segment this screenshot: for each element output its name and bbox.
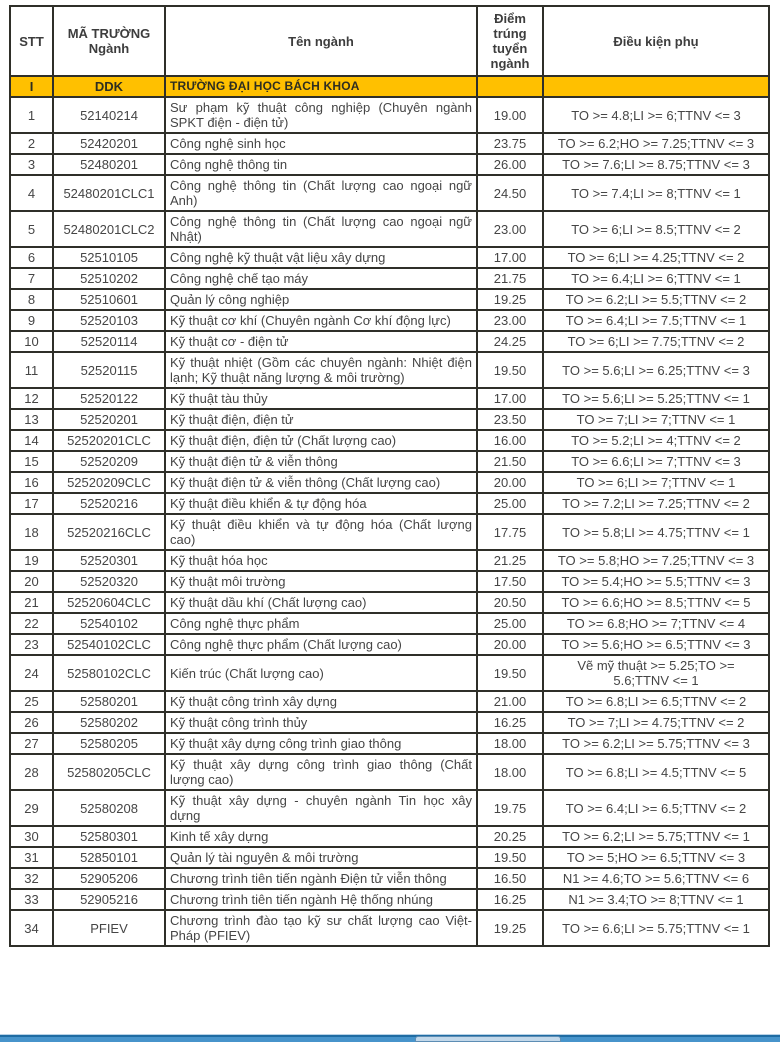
cell-extra-condition: TO >= 6.6;LI >= 7;TTNV <= 3 bbox=[543, 451, 769, 472]
cell-major-code: 52905216 bbox=[53, 889, 165, 910]
cell-major-name: Kỹ thuật nhiệt (Gồm các chuyên ngành: Nhiệt điện lạnh; Kỹ thuật năng lượng & môi trường) bbox=[165, 352, 477, 388]
cell-major-name: Công nghệ thông tin bbox=[165, 154, 477, 175]
cell-major-name: Kỹ thuật điện, điện tử bbox=[165, 409, 477, 430]
cell-admission-score: 19.50 bbox=[477, 352, 543, 388]
cell-admission-score: 21.50 bbox=[477, 451, 543, 472]
cell-major-code: PFIEV bbox=[53, 910, 165, 946]
table-row bbox=[10, 331, 769, 352]
cell-stt: 27 bbox=[10, 733, 53, 754]
cell-stt: 18 bbox=[10, 514, 53, 550]
cell-extra-condition: TO >= 6.2;HO >= 7.25;TTNV <= 3 bbox=[543, 133, 769, 154]
cell-extra-condition: TO >= 5.6;LI >= 6.25;TTNV <= 3 bbox=[543, 352, 769, 388]
table-header bbox=[10, 6, 769, 76]
cell-major-code: 52520216CLC bbox=[53, 514, 165, 550]
cell-major-name: Kỹ thuật điện tử & viễn thông (Chất lượng cao) bbox=[165, 472, 477, 493]
cell-stt: 24 bbox=[10, 655, 53, 691]
cell-major-code: 52480201CLC1 bbox=[53, 175, 165, 211]
cell-stt: 32 bbox=[10, 868, 53, 889]
cell-extra-condition: TO >= 7.2;LI >= 7.25;TTNV <= 2 bbox=[543, 493, 769, 514]
cell-admission-score: 25.00 bbox=[477, 613, 543, 634]
cell-stt: 23 bbox=[10, 634, 53, 655]
col-header-ten-nganh: Tên ngành bbox=[165, 6, 477, 76]
cell-major-code: 52520216 bbox=[53, 493, 165, 514]
cell-admission-score: 19.50 bbox=[477, 847, 543, 868]
cell-major-name: TRƯỜNG ĐẠI HỌC BÁCH KHOA bbox=[165, 76, 477, 97]
cell-admission-score: 16.25 bbox=[477, 889, 543, 910]
cell-major-code: 52510105 bbox=[53, 247, 165, 268]
table-row bbox=[10, 790, 769, 826]
cell-stt: 8 bbox=[10, 289, 53, 310]
table-row bbox=[10, 472, 769, 493]
cell-major-name: Kỹ thuật công trình thủy bbox=[165, 712, 477, 733]
cell-extra-condition: TO >= 6;LI >= 4.25;TTNV <= 2 bbox=[543, 247, 769, 268]
table-body bbox=[10, 76, 769, 946]
cell-major-name: Kỹ thuật công trình xây dựng bbox=[165, 691, 477, 712]
table-row bbox=[10, 97, 769, 133]
cell-stt: 5 bbox=[10, 211, 53, 247]
cell-stt: 30 bbox=[10, 826, 53, 847]
table-row bbox=[10, 655, 769, 691]
cell-major-name: Chương trình tiên tiến ngành Hệ thống nhúng bbox=[165, 889, 477, 910]
col-header-ma-truong: MÃ TRƯỜNG Ngành bbox=[53, 6, 165, 76]
table-row bbox=[10, 352, 769, 388]
cell-major-code: 52520209CLC bbox=[53, 472, 165, 493]
table-row bbox=[10, 733, 769, 754]
cell-admission-score: 23.50 bbox=[477, 409, 543, 430]
scrollbar-thumb[interactable] bbox=[415, 1036, 561, 1042]
table-row bbox=[10, 634, 769, 655]
cell-stt: 14 bbox=[10, 430, 53, 451]
cell-major-name: Sư phạm kỹ thuật công nghiệp (Chuyên ngành SPKT điện - điện tử) bbox=[165, 97, 477, 133]
cell-admission-score: 23.00 bbox=[477, 211, 543, 247]
admission-score-table bbox=[9, 5, 770, 947]
cell-admission-score: 20.25 bbox=[477, 826, 543, 847]
cell-major-code: 52540102CLC bbox=[53, 634, 165, 655]
cell-extra-condition: TO >= 6.2;LI >= 5.5;TTNV <= 2 bbox=[543, 289, 769, 310]
cell-extra-condition: N1 >= 3.4;TO >= 8;TTNV <= 1 bbox=[543, 889, 769, 910]
cell-admission-score: 19.50 bbox=[477, 655, 543, 691]
header-row bbox=[10, 6, 769, 76]
cell-admission-score: 17.75 bbox=[477, 514, 543, 550]
cell-major-code: 52580301 bbox=[53, 826, 165, 847]
cell-admission-score: 16.25 bbox=[477, 712, 543, 733]
cell-admission-score: 20.00 bbox=[477, 472, 543, 493]
cell-admission-score bbox=[477, 76, 543, 97]
cell-major-name: Quản lý công nghiệp bbox=[165, 289, 477, 310]
cell-extra-condition: N1 >= 4.6;TO >= 5.6;TTNV <= 6 bbox=[543, 868, 769, 889]
table-row bbox=[10, 592, 769, 613]
cell-stt: I bbox=[10, 76, 53, 97]
cell-major-name: Kỹ thuật hóa học bbox=[165, 550, 477, 571]
table-row bbox=[10, 175, 769, 211]
cell-admission-score: 21.25 bbox=[477, 550, 543, 571]
cell-admission-score: 23.75 bbox=[477, 133, 543, 154]
table-row bbox=[10, 133, 769, 154]
table-row bbox=[10, 910, 769, 946]
cell-extra-condition: TO >= 5.8;HO >= 7.25;TTNV <= 3 bbox=[543, 550, 769, 571]
cell-extra-condition: TO >= 5.6;LI >= 5.25;TTNV <= 1 bbox=[543, 388, 769, 409]
cell-major-code: 52520122 bbox=[53, 388, 165, 409]
cell-admission-score: 16.50 bbox=[477, 868, 543, 889]
cell-extra-condition: TO >= 4.8;LI >= 6;TTNV <= 3 bbox=[543, 97, 769, 133]
cell-admission-score: 19.75 bbox=[477, 790, 543, 826]
cell-major-code: 52580208 bbox=[53, 790, 165, 826]
cell-extra-condition: TO >= 6.4;LI >= 6.5;TTNV <= 2 bbox=[543, 790, 769, 826]
cell-major-name: Kỹ thuật xây dựng - chuyên ngành Tin học xây dựng bbox=[165, 790, 477, 826]
cell-stt: 22 bbox=[10, 613, 53, 634]
cell-extra-condition: TO >= 5.2;LI >= 4;TTNV <= 2 bbox=[543, 430, 769, 451]
cell-stt: 26 bbox=[10, 712, 53, 733]
cell-major-code: 52520320 bbox=[53, 571, 165, 592]
cell-stt: 21 bbox=[10, 592, 53, 613]
cell-major-name: Công nghệ kỹ thuật vật liệu xây dựng bbox=[165, 247, 477, 268]
cell-admission-score: 19.00 bbox=[477, 97, 543, 133]
cell-stt: 6 bbox=[10, 247, 53, 268]
cell-stt: 4 bbox=[10, 175, 53, 211]
cell-extra-condition: TO >= 5.8;LI >= 4.75;TTNV <= 1 bbox=[543, 514, 769, 550]
table-row bbox=[10, 154, 769, 175]
table-row bbox=[10, 868, 769, 889]
cell-major-name: Công nghệ thực phẩm bbox=[165, 613, 477, 634]
cell-major-code: 52520209 bbox=[53, 451, 165, 472]
cell-extra-condition: TO >= 6;LI >= 7;TTNV <= 1 bbox=[543, 472, 769, 493]
table-row bbox=[10, 451, 769, 472]
cell-extra-condition: TO >= 6;LI >= 8.5;TTNV <= 2 bbox=[543, 211, 769, 247]
cell-extra-condition: TO >= 6.2;LI >= 5.75;TTNV <= 1 bbox=[543, 826, 769, 847]
cell-admission-score: 17.00 bbox=[477, 247, 543, 268]
cell-admission-score: 26.00 bbox=[477, 154, 543, 175]
cell-stt: 1 bbox=[10, 97, 53, 133]
cell-admission-score: 25.00 bbox=[477, 493, 543, 514]
cell-admission-score: 18.00 bbox=[477, 754, 543, 790]
cell-extra-condition: Vẽ mỹ thuật >= 5.25;TO >= 5.6;TTNV <= 1 bbox=[543, 655, 769, 691]
table-row bbox=[10, 712, 769, 733]
cell-stt: 7 bbox=[10, 268, 53, 289]
cell-stt: 31 bbox=[10, 847, 53, 868]
table-row bbox=[10, 571, 769, 592]
table-row bbox=[10, 493, 769, 514]
cell-extra-condition: TO >= 6.8;LI >= 6.5;TTNV <= 2 bbox=[543, 691, 769, 712]
cell-admission-score: 20.00 bbox=[477, 634, 543, 655]
cell-major-name: Kỹ thuật xây dựng công trình giao thông (Chất lượng cao) bbox=[165, 754, 477, 790]
cell-major-name: Chương trình đào tạo kỹ sư chất lượng cao Việt-Pháp (PFIEV) bbox=[165, 910, 477, 946]
cell-major-code: 52480201CLC2 bbox=[53, 211, 165, 247]
cell-stt: 3 bbox=[10, 154, 53, 175]
table-row bbox=[10, 409, 769, 430]
cell-stt: 16 bbox=[10, 472, 53, 493]
cell-major-code: 52850101 bbox=[53, 847, 165, 868]
cell-admission-score: 19.25 bbox=[477, 910, 543, 946]
cell-major-name: Kỹ thuật điều khiển & tự động hóa bbox=[165, 493, 477, 514]
cell-major-name: Kỹ thuật xây dựng công trình giao thông bbox=[165, 733, 477, 754]
cell-admission-score: 17.00 bbox=[477, 388, 543, 409]
cell-stt: 28 bbox=[10, 754, 53, 790]
cell-major-code: 52540102 bbox=[53, 613, 165, 634]
cell-extra-condition: TO >= 7;LI >= 4.75;TTNV <= 2 bbox=[543, 712, 769, 733]
cell-extra-condition: TO >= 6.6;LI >= 5.75;TTNV <= 1 bbox=[543, 910, 769, 946]
cell-major-name: Kinh tế xây dựng bbox=[165, 826, 477, 847]
cell-major-code: 52580201 bbox=[53, 691, 165, 712]
cell-major-name: Công nghệ thực phẩm (Chất lượng cao) bbox=[165, 634, 477, 655]
cell-stt: 34 bbox=[10, 910, 53, 946]
cell-stt: 2 bbox=[10, 133, 53, 154]
cell-extra-condition: TO >= 6.4;LI >= 7.5;TTNV <= 1 bbox=[543, 310, 769, 331]
table-row bbox=[10, 247, 769, 268]
cell-stt: 11 bbox=[10, 352, 53, 388]
table-row bbox=[10, 388, 769, 409]
cell-admission-score: 18.00 bbox=[477, 733, 543, 754]
cell-extra-condition bbox=[543, 76, 769, 97]
cell-major-name: Kỹ thuật điều khiển và tự động hóa (Chất lượng cao) bbox=[165, 514, 477, 550]
cell-major-name: Quản lý tài nguyên & môi trường bbox=[165, 847, 477, 868]
cell-admission-score: 20.50 bbox=[477, 592, 543, 613]
col-header-stt: STT bbox=[10, 6, 53, 76]
cell-major-code: 52580205CLC bbox=[53, 754, 165, 790]
bottom-bar bbox=[0, 1034, 780, 1042]
table-row bbox=[10, 310, 769, 331]
cell-major-code: 52520103 bbox=[53, 310, 165, 331]
cell-extra-condition: TO >= 6.8;LI >= 4.5;TTNV <= 5 bbox=[543, 754, 769, 790]
cell-stt: 29 bbox=[10, 790, 53, 826]
cell-admission-score: 21.00 bbox=[477, 691, 543, 712]
cell-stt: 19 bbox=[10, 550, 53, 571]
cell-major-code: 52140214 bbox=[53, 97, 165, 133]
table-row bbox=[10, 514, 769, 550]
cell-major-name: Kỹ thuật cơ khí (Chuyên ngành Cơ khí động lực) bbox=[165, 310, 477, 331]
cell-major-code: 52520301 bbox=[53, 550, 165, 571]
table-row bbox=[10, 754, 769, 790]
cell-stt: 13 bbox=[10, 409, 53, 430]
cell-extra-condition: TO >= 5;HO >= 6.5;TTNV <= 3 bbox=[543, 847, 769, 868]
cell-extra-condition: TO >= 6.2;LI >= 5.75;TTNV <= 3 bbox=[543, 733, 769, 754]
cell-major-name: Kiến trúc (Chất lượng cao) bbox=[165, 655, 477, 691]
cell-extra-condition: TO >= 6;LI >= 7.75;TTNV <= 2 bbox=[543, 331, 769, 352]
cell-major-code: 52480201 bbox=[53, 154, 165, 175]
cell-stt: 12 bbox=[10, 388, 53, 409]
cell-extra-condition: TO >= 5.6;HO >= 6.5;TTNV <= 3 bbox=[543, 634, 769, 655]
cell-admission-score: 23.00 bbox=[477, 310, 543, 331]
cell-major-code: 52520115 bbox=[53, 352, 165, 388]
cell-stt: 20 bbox=[10, 571, 53, 592]
cell-major-code: 52510601 bbox=[53, 289, 165, 310]
cell-major-name: Chương trình tiên tiến ngành Điện tử viễn thông bbox=[165, 868, 477, 889]
cell-extra-condition: TO >= 6.4;LI >= 6;TTNV <= 1 bbox=[543, 268, 769, 289]
cell-major-code: 52520604CLC bbox=[53, 592, 165, 613]
cell-stt: 9 bbox=[10, 310, 53, 331]
table-row bbox=[10, 847, 769, 868]
cell-admission-score: 21.75 bbox=[477, 268, 543, 289]
table-row bbox=[10, 826, 769, 847]
cell-admission-score: 16.00 bbox=[477, 430, 543, 451]
cell-major-code: 52520201CLC bbox=[53, 430, 165, 451]
cell-major-name: Kỹ thuật dầu khí (Chất lượng cao) bbox=[165, 592, 477, 613]
cell-major-name: Công nghệ thông tin (Chất lượng cao ngoại ngữ Anh) bbox=[165, 175, 477, 211]
cell-extra-condition: TO >= 7;LI >= 7;TTNV <= 1 bbox=[543, 409, 769, 430]
cell-stt: 25 bbox=[10, 691, 53, 712]
cell-major-name: Kỹ thuật cơ - điện tử bbox=[165, 331, 477, 352]
table-row bbox=[10, 430, 769, 451]
table-row bbox=[10, 268, 769, 289]
cell-major-code: 52580205 bbox=[53, 733, 165, 754]
cell-major-name: Kỹ thuật điện, điện tử (Chất lượng cao) bbox=[165, 430, 477, 451]
cell-major-name: Công nghệ sinh học bbox=[165, 133, 477, 154]
table-row bbox=[10, 550, 769, 571]
cell-extra-condition: TO >= 5.4;HO >= 5.5;TTNV <= 3 bbox=[543, 571, 769, 592]
table-row bbox=[10, 211, 769, 247]
cell-stt: 17 bbox=[10, 493, 53, 514]
cell-major-code: 52520201 bbox=[53, 409, 165, 430]
table-row bbox=[10, 691, 769, 712]
table-row bbox=[10, 289, 769, 310]
cell-major-code: 52905206 bbox=[53, 868, 165, 889]
cell-major-name: Kỹ thuật môi trường bbox=[165, 571, 477, 592]
cell-extra-condition: TO >= 6.8;HO >= 7;TTNV <= 4 bbox=[543, 613, 769, 634]
cell-major-code: 52420201 bbox=[53, 133, 165, 154]
table-row bbox=[10, 889, 769, 910]
cell-admission-score: 24.50 bbox=[477, 175, 543, 211]
cell-major-code: 52520114 bbox=[53, 331, 165, 352]
cell-extra-condition: TO >= 7.6;LI >= 8.75;TTNV <= 3 bbox=[543, 154, 769, 175]
cell-major-code: 52580102CLC bbox=[53, 655, 165, 691]
cell-admission-score: 24.25 bbox=[477, 331, 543, 352]
group-row bbox=[10, 76, 769, 97]
cell-stt: 10 bbox=[10, 331, 53, 352]
cell-major-code: 52580202 bbox=[53, 712, 165, 733]
table-row bbox=[10, 613, 769, 634]
col-header-dieu-kien: Điều kiện phụ bbox=[543, 6, 769, 76]
cell-major-code: 52510202 bbox=[53, 268, 165, 289]
cell-admission-score: 17.50 bbox=[477, 571, 543, 592]
cell-major-name: Kỹ thuật tàu thủy bbox=[165, 388, 477, 409]
cell-extra-condition: TO >= 6.6;HO >= 8.5;TTNV <= 5 bbox=[543, 592, 769, 613]
cell-major-name: Công nghệ thông tin (Chất lượng cao ngoại ngữ Nhật) bbox=[165, 211, 477, 247]
cell-admission-score: 19.25 bbox=[477, 289, 543, 310]
col-header-diem: Điểm trúng tuyển ngành bbox=[477, 6, 543, 76]
cell-extra-condition: TO >= 7.4;LI >= 8;TTNV <= 1 bbox=[543, 175, 769, 211]
cell-stt: 33 bbox=[10, 889, 53, 910]
cell-major-code: DDK bbox=[53, 76, 165, 97]
cell-major-name: Kỹ thuật điện tử & viễn thông bbox=[165, 451, 477, 472]
cell-stt: 15 bbox=[10, 451, 53, 472]
cell-major-name: Công nghệ chế tạo máy bbox=[165, 268, 477, 289]
